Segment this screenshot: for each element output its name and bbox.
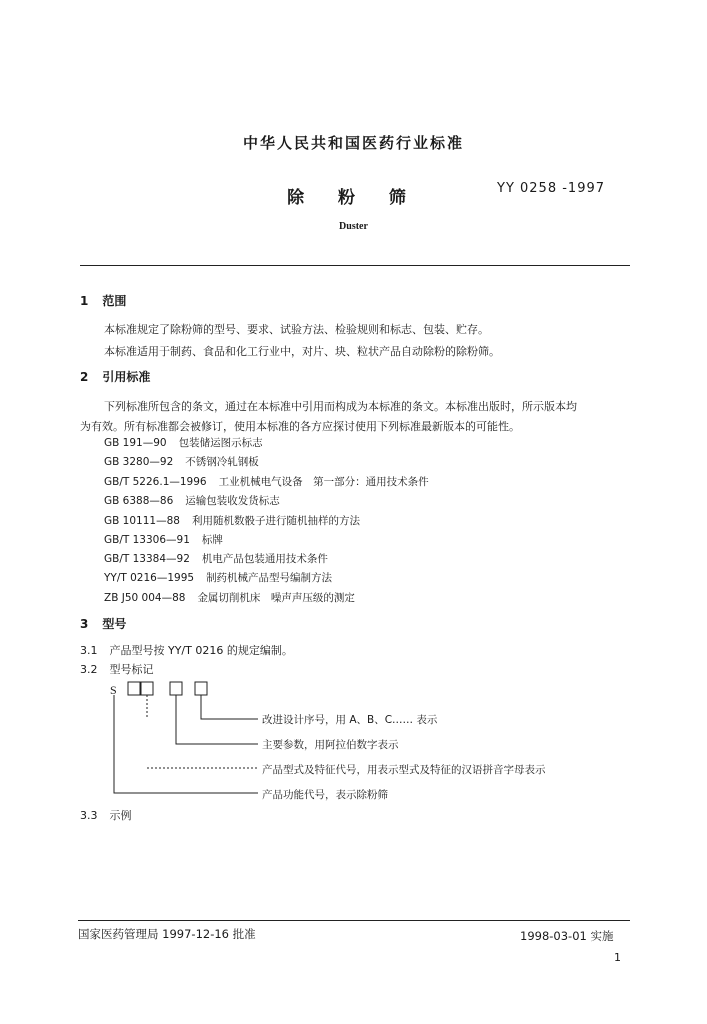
reference-name: 包装储运图示标志 [178, 437, 263, 449]
reference-name: 金属切削机床 噪声声压级的测定 [197, 592, 355, 604]
reference-code: GB/T 13306—91 [104, 534, 190, 546]
references-intro-1: 下列标准所包含的条文，通过在本标准中引用而构成为本标准的条文。本标准出版时，所示版本均 [104, 400, 577, 413]
subsection-number: 3.3 [80, 809, 98, 822]
legend-item-3: 产品型式及特征代号，用表示型式及特征的汉语拼音字母表示 [262, 764, 546, 776]
reference-name: 利用随机数骰子进行随机抽样的方法 [191, 515, 360, 527]
prefix-letter: S [110, 683, 117, 697]
implementation-line: 1998-03-01 实施 [520, 929, 614, 943]
reference-code: ZB J50 004—88 [104, 592, 186, 604]
subsection-3-3 [80, 807, 132, 823]
section-title: 型号 [102, 617, 127, 631]
scope-paragraph-2: 本标准适用于制药、食品和化工行业中，对片、块、粒状产品自动除粉的除粉筛。 [104, 345, 500, 358]
legend-item-1: 改进设计序号，用 A、B、C…… 表示 [262, 714, 438, 726]
footer-rule [78, 920, 630, 921]
standard-code: YY 0258 -1997 [497, 181, 606, 196]
section-title: 范围 [102, 294, 127, 308]
subsection-text: 型号标记 [109, 663, 154, 676]
reference-code: GB 191—90 [104, 437, 167, 449]
reference-code: GB 3280—92 [104, 456, 174, 468]
standard-category: 中华人民共和国医药行业标准 [242, 134, 464, 152]
legend-item-2: 主要参数，用阿拉伯数字表示 [262, 739, 399, 751]
reference-code: GB 6388—86 [104, 495, 174, 507]
leader-line [201, 695, 258, 719]
designation-box [170, 682, 182, 695]
reference-code: GB/T 5226.1—1996 [104, 476, 207, 488]
section-title: 引用标准 [102, 370, 151, 384]
english-title: Duster [339, 221, 368, 232]
page-number: 1 [614, 951, 621, 964]
subsection-text: 示例 [109, 809, 132, 822]
designation-box [195, 682, 207, 695]
references-intro-2: 为有效。所有标准都会被修订，使用本标准的各方应探讨使用下列标准最新版本的可能性。 [80, 420, 520, 433]
reference-code: GB/T 13384—92 [104, 553, 190, 565]
reference-name: 标牌 [201, 534, 223, 546]
approval-line: 国家医药管理局 1997-12-16 批准 [78, 927, 256, 941]
reference-name: 工业机械电气设备 第一部分：通用技术条件 [218, 476, 429, 488]
reference-code: YY/T 0216—1995 [104, 572, 195, 584]
subsection-text: 产品型号按 YY/T 0216 的规定编制。 [109, 644, 293, 657]
section-number: 2 [80, 370, 89, 384]
subsection-number: 3.1 [80, 644, 98, 657]
reference-code: GB 10111—88 [104, 515, 180, 527]
section-number: 1 [80, 294, 89, 308]
document-title: 除 粉 筛 [287, 188, 420, 208]
designation-box [128, 682, 140, 695]
designation-box [141, 682, 153, 695]
legend-item-4: 产品功能代号，表示除粉筛 [262, 789, 388, 801]
reference-name: 不锈钢冷轧钢板 [185, 456, 259, 468]
reference-name: 制药机械产品型号编制方法 [206, 572, 333, 584]
reference-name: 运输包装收发货标志 [185, 495, 280, 507]
section-number: 3 [80, 617, 89, 631]
reference-name: 机电产品包装通用技术条件 [201, 553, 328, 565]
subsection-number: 3.2 [80, 663, 98, 676]
scope-paragraph-1: 本标准规定了除粉筛的型号、要求、试验方法、检验规则和标志、包装、贮存。 [104, 323, 489, 336]
